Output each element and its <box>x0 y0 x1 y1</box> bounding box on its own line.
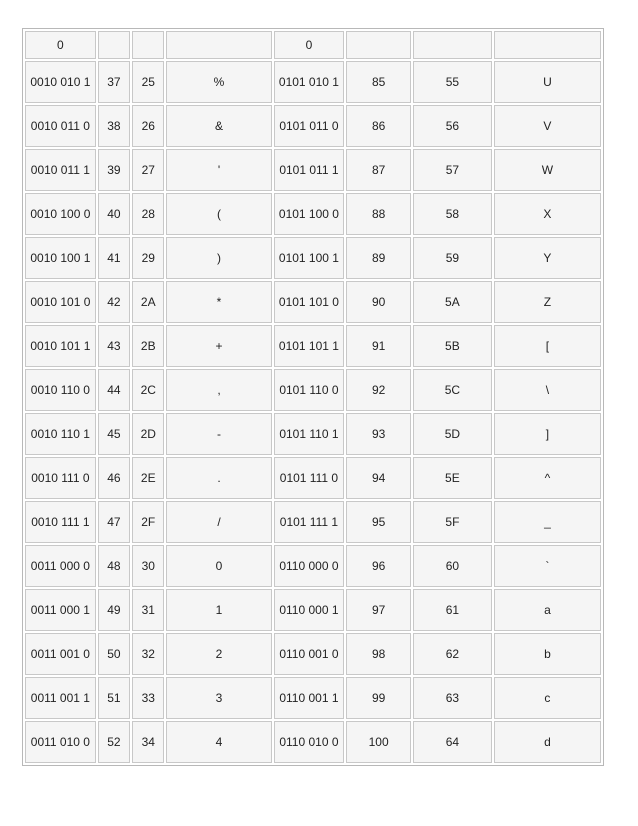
char-cell: ' <box>166 149 271 191</box>
hex-cell: 32 <box>132 633 164 675</box>
binary-cell: 0011 000 1 <box>25 589 96 631</box>
char-cell: V <box>494 105 601 147</box>
decimal-cell: 42 <box>98 281 130 323</box>
binary-cell: 0101 110 0 <box>274 369 345 411</box>
hex-cell: 5D <box>413 413 492 455</box>
char-cell: / <box>166 501 271 543</box>
binary-cell: 0101 011 1 <box>274 149 345 191</box>
binary-cell: 0110 000 1 <box>274 589 345 631</box>
binary-cell: 0101 100 1 <box>274 237 345 279</box>
hex-cell: 2D <box>132 413 164 455</box>
hex-cell: 5A <box>413 281 492 323</box>
binary-cell: 0011 001 1 <box>25 677 96 719</box>
binary-cell: 0110 001 1 <box>274 677 345 719</box>
hex-cell: 33 <box>132 677 164 719</box>
decimal-cell: 52 <box>98 721 130 763</box>
hex-cell: 2C <box>132 369 164 411</box>
table-row <box>25 721 601 763</box>
char-cell: 3 <box>166 677 271 719</box>
binary-cell: 0010 011 0 <box>25 105 96 147</box>
decimal-cell: 40 <box>98 193 130 235</box>
table-row <box>25 677 601 719</box>
hex-cell: 5C <box>413 369 492 411</box>
binary-cell: 0011 010 0 <box>25 721 96 763</box>
table-body <box>25 31 601 763</box>
hex-cell: 2F <box>132 501 164 543</box>
decimal-cell: 91 <box>346 325 411 367</box>
hex-cell: 57 <box>413 149 492 191</box>
binary-cell: 0101 111 1 <box>274 501 345 543</box>
decimal-cell: 41 <box>98 237 130 279</box>
decimal-cell: 90 <box>346 281 411 323</box>
decimal-cell <box>346 31 411 59</box>
char-cell: ` <box>494 545 601 587</box>
hex-cell: 5E <box>413 457 492 499</box>
hex-cell: 58 <box>413 193 492 235</box>
binary-cell: 0010 100 1 <box>25 237 96 279</box>
binary-cell: 0110 000 0 <box>274 545 345 587</box>
char-cell: 2 <box>166 633 271 675</box>
decimal-cell: 89 <box>346 237 411 279</box>
decimal-cell: 39 <box>98 149 130 191</box>
table-row <box>25 61 601 103</box>
hex-cell: 60 <box>413 545 492 587</box>
table-row <box>25 457 601 499</box>
char-cell: - <box>166 413 271 455</box>
decimal-cell: 88 <box>346 193 411 235</box>
hex-cell: 2E <box>132 457 164 499</box>
table-row <box>25 633 601 675</box>
char-cell: ) <box>166 237 271 279</box>
decimal-cell: 93 <box>346 413 411 455</box>
char-cell: 1 <box>166 589 271 631</box>
hex-cell: 34 <box>132 721 164 763</box>
binary-cell: 0101 010 1 <box>274 61 345 103</box>
table-row <box>25 149 601 191</box>
char-cell: ^ <box>494 457 601 499</box>
decimal-cell: 96 <box>346 545 411 587</box>
hex-cell: 5B <box>413 325 492 367</box>
decimal-cell: 43 <box>98 325 130 367</box>
hex-cell: 2B <box>132 325 164 367</box>
char-cell: Z <box>494 281 601 323</box>
char-cell <box>166 31 271 59</box>
char-cell: X <box>494 193 601 235</box>
binary-cell: 0010 111 1 <box>25 501 96 543</box>
binary-cell: 0 <box>274 31 345 59</box>
decimal-cell: 94 <box>346 457 411 499</box>
binary-cell: 0101 101 1 <box>274 325 345 367</box>
char-cell: ( <box>166 193 271 235</box>
hex-cell: 25 <box>132 61 164 103</box>
table-row <box>25 369 601 411</box>
decimal-cell: 48 <box>98 545 130 587</box>
char-cell: + <box>166 325 271 367</box>
char-cell: ] <box>494 413 601 455</box>
table-row <box>25 237 601 279</box>
binary-cell: 0110 001 0 <box>274 633 345 675</box>
char-cell: _ <box>494 501 601 543</box>
decimal-cell: 86 <box>346 105 411 147</box>
table-row <box>25 501 601 543</box>
table-row <box>25 193 601 235</box>
binary-cell: 0010 101 0 <box>25 281 96 323</box>
decimal-cell: 100 <box>346 721 411 763</box>
hex-cell: 55 <box>413 61 492 103</box>
decimal-cell: 45 <box>98 413 130 455</box>
hex-cell: 2A <box>132 281 164 323</box>
decimal-cell: 99 <box>346 677 411 719</box>
table-row <box>25 105 601 147</box>
binary-cell: 0011 001 0 <box>25 633 96 675</box>
hex-cell: 31 <box>132 589 164 631</box>
binary-cell: 0010 100 0 <box>25 193 96 235</box>
binary-cell: 0010 110 1 <box>25 413 96 455</box>
binary-cell: 0010 011 1 <box>25 149 96 191</box>
char-cell: * <box>166 281 271 323</box>
binary-cell: 0101 111 0 <box>274 457 345 499</box>
decimal-cell: 37 <box>98 61 130 103</box>
hex-cell: 26 <box>132 105 164 147</box>
decimal-cell: 44 <box>98 369 130 411</box>
char-cell: 0 <box>166 545 271 587</box>
hex-cell <box>132 31 164 59</box>
decimal-cell: 95 <box>346 501 411 543</box>
table-row-partial <box>25 31 601 59</box>
binary-cell: 0110 010 0 <box>274 721 345 763</box>
ascii-table <box>22 28 604 766</box>
hex-cell: 28 <box>132 193 164 235</box>
hex-cell: 61 <box>413 589 492 631</box>
char-cell: [ <box>494 325 601 367</box>
decimal-cell: 46 <box>98 457 130 499</box>
table-row <box>25 325 601 367</box>
char-cell: c <box>494 677 601 719</box>
table-row <box>25 413 601 455</box>
char-cell: \ <box>494 369 601 411</box>
hex-cell: 30 <box>132 545 164 587</box>
decimal-cell: 87 <box>346 149 411 191</box>
table-row <box>25 589 601 631</box>
char-cell: & <box>166 105 271 147</box>
binary-cell: 0010 010 1 <box>25 61 96 103</box>
hex-cell: 56 <box>413 105 492 147</box>
decimal-cell <box>98 31 130 59</box>
hex-cell: 62 <box>413 633 492 675</box>
binary-cell: 0011 000 0 <box>25 545 96 587</box>
decimal-cell: 85 <box>346 61 411 103</box>
char-cell: , <box>166 369 271 411</box>
binary-cell: 0 <box>25 31 96 59</box>
char-cell: 4 <box>166 721 271 763</box>
table-row <box>25 281 601 323</box>
hex-cell: 59 <box>413 237 492 279</box>
hex-cell: 64 <box>413 721 492 763</box>
binary-cell: 0010 101 1 <box>25 325 96 367</box>
hex-cell: 29 <box>132 237 164 279</box>
binary-cell: 0101 110 1 <box>274 413 345 455</box>
decimal-cell: 50 <box>98 633 130 675</box>
ascii-table-grid <box>23 29 603 765</box>
binary-cell: 0101 101 0 <box>274 281 345 323</box>
hex-cell: 63 <box>413 677 492 719</box>
char-cell: d <box>494 721 601 763</box>
decimal-cell: 51 <box>98 677 130 719</box>
binary-cell: 0101 011 0 <box>274 105 345 147</box>
decimal-cell: 92 <box>346 369 411 411</box>
char-cell: Y <box>494 237 601 279</box>
char-cell: U <box>494 61 601 103</box>
char-cell: . <box>166 457 271 499</box>
binary-cell: 0101 100 0 <box>274 193 345 235</box>
hex-cell <box>413 31 492 59</box>
binary-cell: 0010 110 0 <box>25 369 96 411</box>
decimal-cell: 47 <box>98 501 130 543</box>
decimal-cell: 97 <box>346 589 411 631</box>
hex-cell: 27 <box>132 149 164 191</box>
char-cell: a <box>494 589 601 631</box>
binary-cell: 0010 111 0 <box>25 457 96 499</box>
char-cell: % <box>166 61 271 103</box>
decimal-cell: 38 <box>98 105 130 147</box>
decimal-cell: 49 <box>98 589 130 631</box>
hex-cell: 5F <box>413 501 492 543</box>
decimal-cell: 98 <box>346 633 411 675</box>
char-cell: W <box>494 149 601 191</box>
char-cell: b <box>494 633 601 675</box>
table-row <box>25 545 601 587</box>
char-cell <box>494 31 601 59</box>
